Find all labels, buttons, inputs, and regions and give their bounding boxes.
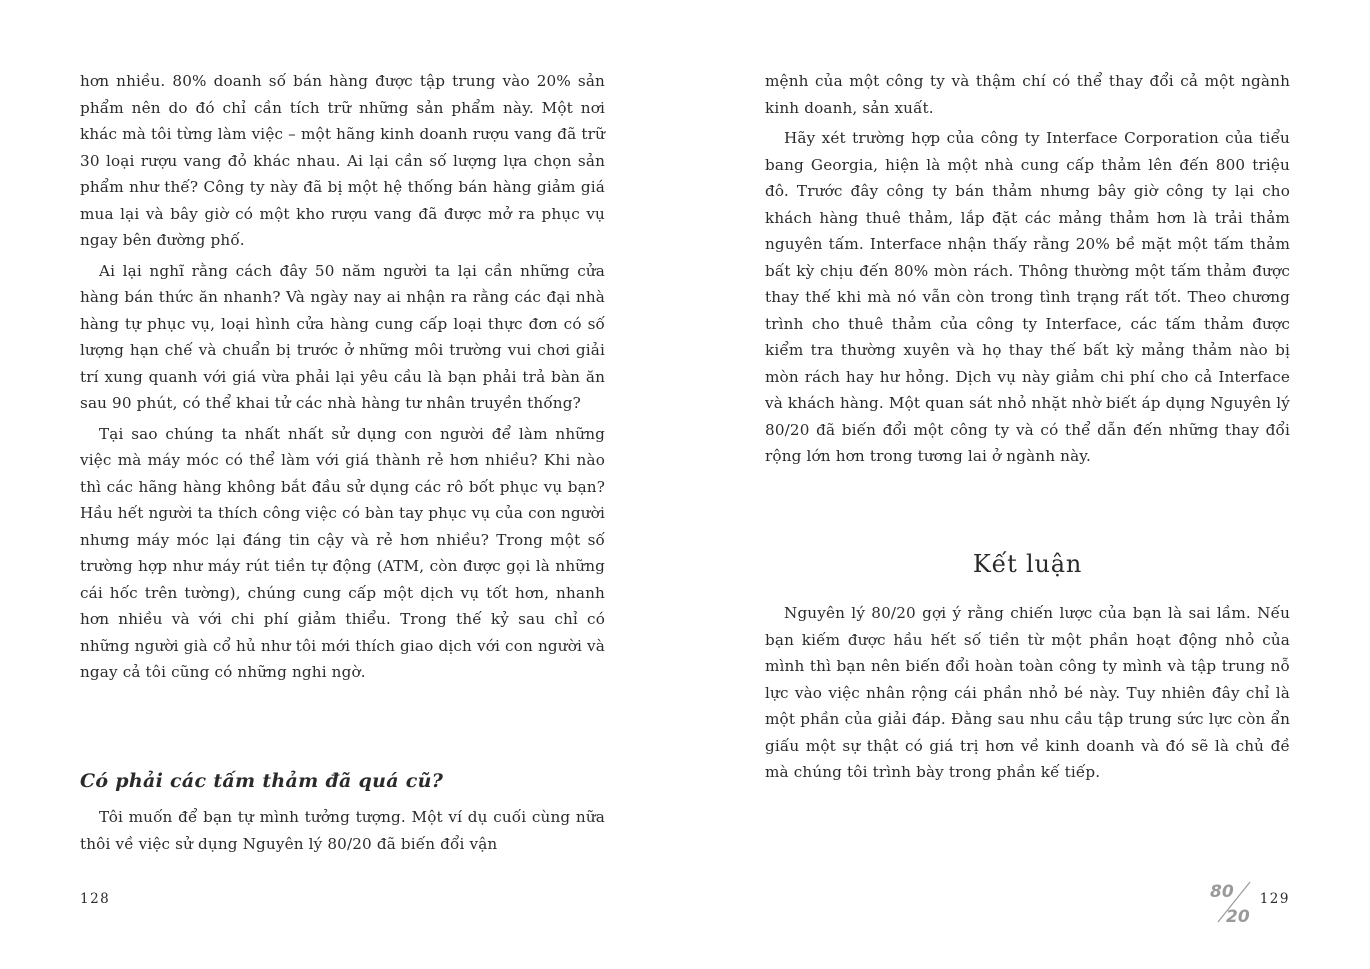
80-20-logo-icon <box>1210 880 1262 925</box>
right-page-body <box>765 68 1290 470</box>
section-title: Kết luận <box>972 550 1083 578</box>
left-paragraph-4: Tôi muốn để bạn tự mình tưởng tượng. Một ví dụ cuối cùng nữa thôi về việc sử dụng Nguyên lý 80/20 đã biến đổi vận <box>80 808 605 853</box>
left-paragraph-3: Tại sao chúng ta nhất nhất sử dụng con người để làm những việc mà máy móc có thể làm với giá thành rẻ hơn nhiều? Khi nào thì các hãng hàng không bắt đầu sử dụng các rô bốt phục vụ bạn? Hầu hết người ta thích công việc có bàn tay phục vụ của con người nhưng máy móc lại đáng tin cậy và rẻ hơn nhiều? Trong một số trường hợp như máy rút tiền tự động (ATM, còn được gọi là những cái hốc trên tường), chúng cung cấp một dịch vụ tốt hơn, nhanh hơn nhiều và với chi phí giảm thiểu. Trong thế kỷ sau chỉ có những người già cổ hủ như tôi mới thích giao dịch với con người và ngay cả tôi cũng có những nghi ngờ. <box>80 424 605 681</box>
page-number-left: 128 <box>80 891 111 907</box>
conclusion-body <box>765 600 1290 786</box>
logo-bottom-text: 20 <box>1226 907 1250 925</box>
left-paragraph-1: hơn nhiều. 80% doanh số bán hàng được tập trung vào 20% sản phẩm nên do đó chỉ cần tích trữ những sản phẩm này. Một nơi khác mà tôi từng làm việc – một hãng kinh doanh rượu vang đã trữ 30 loại rượu vang đỏ khác nhau. Ai lại cần số lượng lựa chọn sản phẩm như thế? Công ty này đã bị một hệ thống bán hàng giảm giá mua lại và bây giờ có một kho rượu vang đã được mở ra phục vụ ngay bên đường phố. <box>80 72 605 249</box>
section-subheading: Có phải các tấm thảm đã quá cũ? <box>80 770 444 792</box>
left-paragraph-2: Ai lại nghĩ rằng cách đây 50 năm người ta lại cần những cửa hàng bán thức ăn nhanh? Và ngày nay ai nhận ra rằng các đại nhà hàng tự phục vụ, loại hình cửa hàng cung cấp loại thực đơn có số lượng hạn chế và chuẩn bị trước ở những môi trường vui chơi giải trí xung quanh với giá vừa phải lại yêu cầu là bạn phải trả bàn ăn sau 90 phút, có thể khai tử các nhà hàng tư nhân truyền thống? <box>80 261 605 412</box>
left-page <box>80 0 605 969</box>
logo-top-text: 80 <box>1210 882 1234 902</box>
left-page-body-continued <box>80 804 605 857</box>
left-page-body <box>80 68 605 686</box>
right-page <box>765 0 1290 969</box>
page-number-right: 129 <box>1259 891 1290 907</box>
right-paragraph-2: Hãy xét trường hợp của công ty Interface Corporation của tiểu bang Georgia, hiện là một nhà cung cấp thảm lên đến 800 triệu đô. Trước đây công ty bán thảm nhưng bây giờ công ty lại cho khách hàng thuê thảm, lắp đặt các mảng thảm hơn là trải thảm nguyên tấm. Interface nhận thấy rằng 20% bề mặt một tấm thảm bất kỳ chịu đến 80% mòn rách. Thông thường một tấm thảm được thay thế khi mà nó vẫn còn trong tình trạng rất tốt. Theo chương trình cho thuê thảm của công ty Interface, các tấm thảm được kiểm tra thường xuyên và họ thay thế bất kỳ mảng thảm nào bị mòn rách hay hư hỏng. Dịch vụ này giảm chi phí cho cả Interface và khách hàng. Một quan sát nhỏ nhặt nhờ biết áp dụng Nguyên lý 80/20 đã biến đổi một công ty và có thể dẫn đến những thay đổi rộng lớn hơn trong tương lai ở ngành này. <box>765 129 1290 465</box>
right-paragraph-1: mệnh của một công ty và thậm chí có thể thay đổi cả một ngành kinh doanh, sản xuất. <box>765 72 1290 117</box>
conclusion-paragraph: Nguyên lý 80/20 gợi ý rằng chiến lược của bạn là sai lầm. Nếu bạn kiếm được hầu hết số tiền từ một phần hoạt động nhỏ của mình thì bạn nên biến đổi hoàn toàn công ty mình và tập trung nỗ lực vào việc nhân rộng cái phần nhỏ bé này. Tuy nhiên đây chỉ là một phần của giải đáp. Đằng sau nhu cầu tập trung sức lực còn ẩn giấu một sự thật có giá trị hơn về kinh doanh và đó sẽ là chủ đề mà chúng tôi trình bày trong phần kế tiếp. <box>765 604 1290 781</box>
